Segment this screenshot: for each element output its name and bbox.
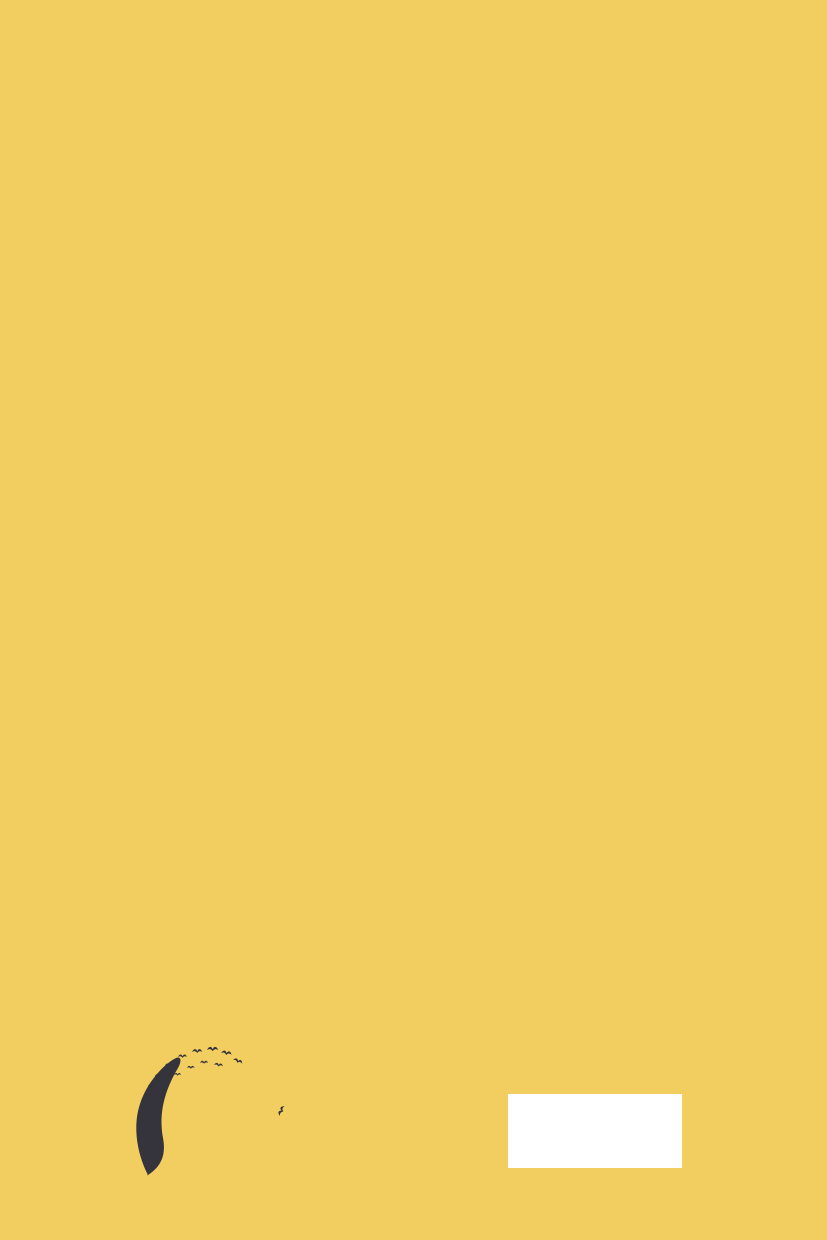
isbn-barcode (508, 1094, 682, 1168)
blurb (118, 132, 718, 135)
publisher-logo (128, 1044, 318, 1180)
publisher-logo-graphic (128, 1044, 318, 1180)
wordmark-bird-icon (277, 1105, 285, 1117)
feather-icon (136, 1058, 180, 1176)
barcode-bars (508, 1094, 682, 1168)
